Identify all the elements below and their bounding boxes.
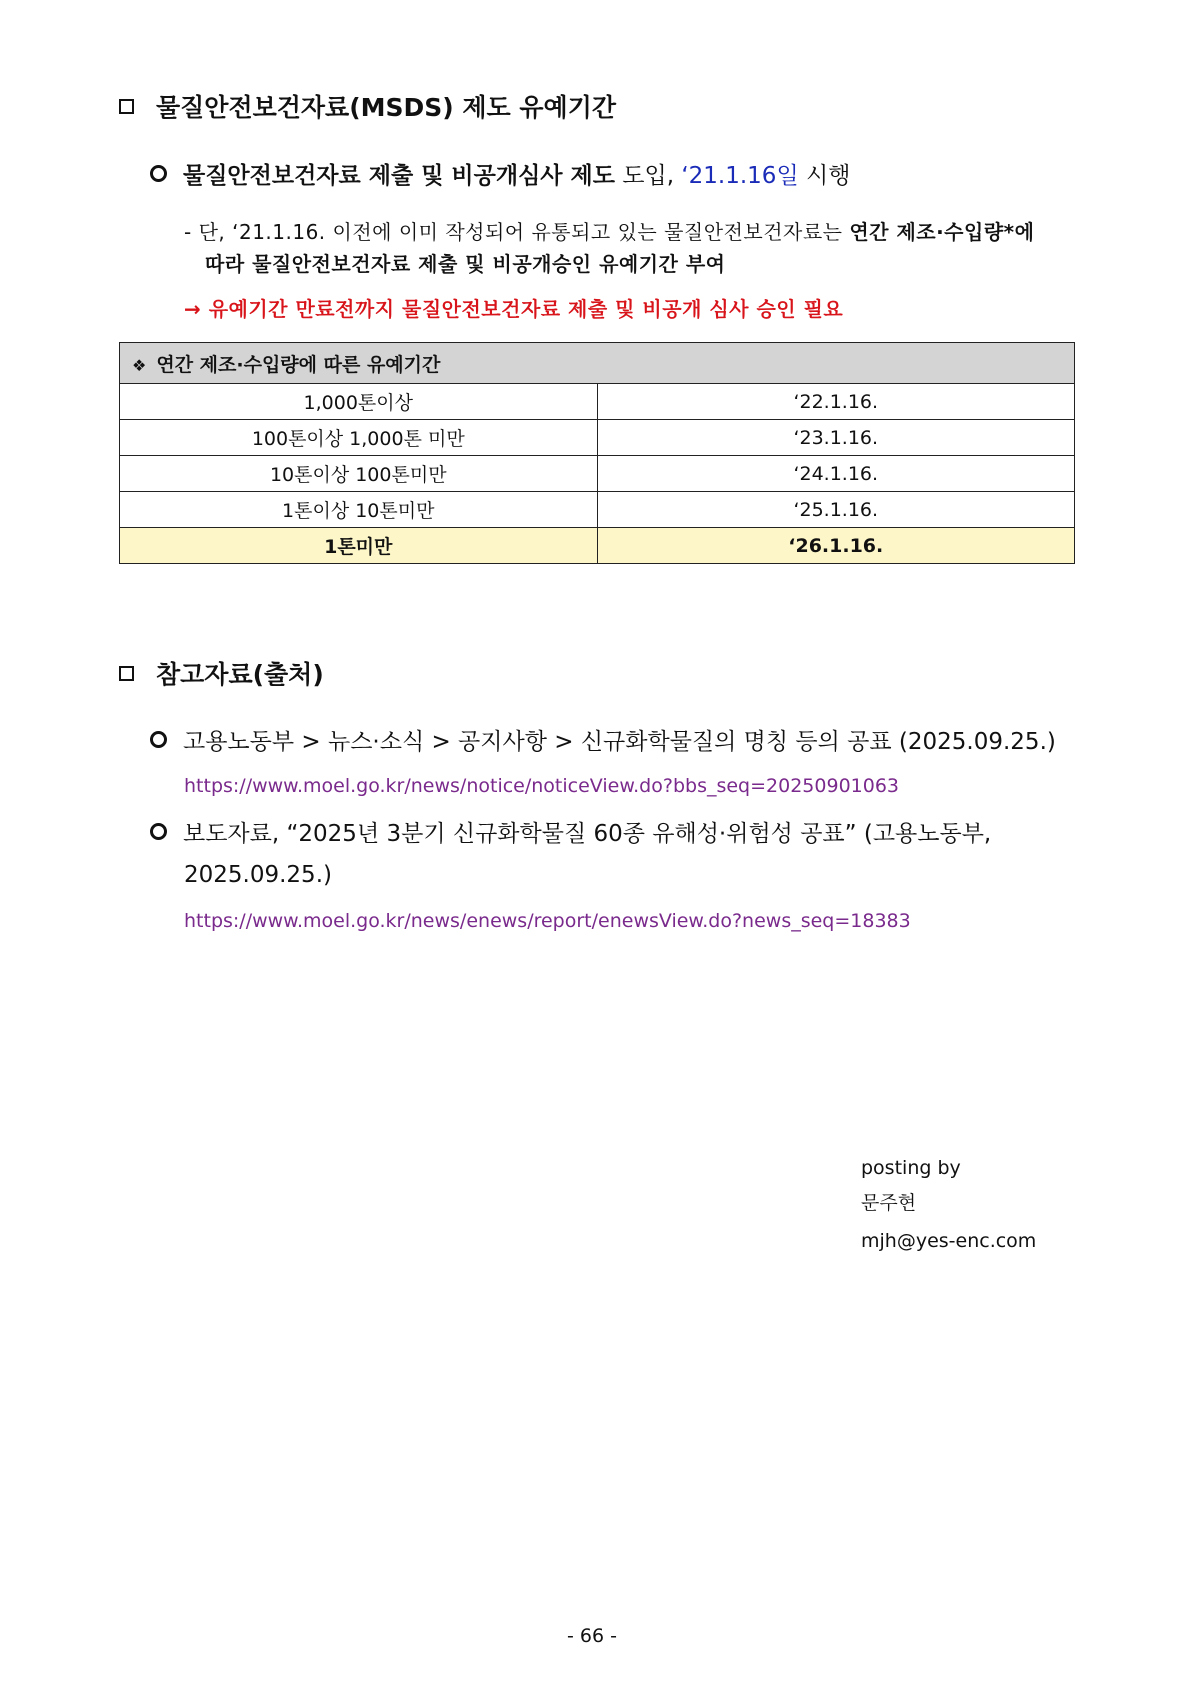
table-row <box>120 492 1075 528</box>
grace-period-table <box>119 342 1075 564</box>
square-bullet-icon <box>119 99 134 114</box>
section-title-msds <box>119 88 616 124</box>
table-row <box>120 456 1075 492</box>
section-title-text: 물질안전보건자료(MSDS) 제도 유예기간 <box>156 93 617 122</box>
diamond-bullet-icon: ❖ <box>132 355 147 375</box>
table-row <box>120 384 1075 420</box>
bullet-date-text: ‘21.1.16일 <box>681 163 799 189</box>
table-header-text: 연간 제조·수입량에 따른 유예기간 <box>156 353 441 376</box>
bullet-msds-intro <box>150 157 850 190</box>
reference-1-link[interactable]: https://www.moel.go.kr/news/notice/noticeView.do?bbs_seq=20250901063 <box>184 775 900 797</box>
poster-name: 문주현 <box>861 1192 917 1214</box>
deadline-cell: ‘23.1.16. <box>597 420 1075 456</box>
quantity-cell: 1톤이상 10톤미만 <box>120 492 598 528</box>
reference-2-link[interactable]: https://www.moel.go.kr/news/enews/report/enewsView.do?news_seq=18383 <box>184 910 911 932</box>
quantity-cell: 1,000톤이상 <box>120 384 598 420</box>
deadline-cell: ‘22.1.16. <box>597 384 1075 420</box>
deadline-cell: ‘24.1.16. <box>597 456 1075 492</box>
reference-1 <box>150 723 1056 756</box>
quantity-cell: 10톤이상 100톤미만 <box>120 456 598 492</box>
table-header-cell <box>120 343 1075 384</box>
reference-2-text-line2: 2025.09.25.) <box>184 862 332 888</box>
circle-bullet-icon <box>150 823 167 840</box>
reference-2-text-line1: 보도자료, “2025년 3분기 신규화학물질 60종 유해성·위험성 공표” (고용노동부, <box>183 821 992 847</box>
circle-bullet-icon <box>150 165 167 182</box>
circle-bullet-icon <box>150 731 167 748</box>
deadline-cell: ‘26.1.16. <box>597 528 1075 564</box>
reference-1-text: 고용노동부 > 뉴스·소식 > 공지사항 > 신규화학물질의 명칭 등의 공표 (2025.09.25.) <box>183 729 1056 755</box>
sub-line-1-bold: 연간 제조·수입량*에 <box>849 220 1035 244</box>
table-row <box>120 420 1075 456</box>
sub-line-1 <box>184 216 1034 245</box>
deadline-cell: ‘25.1.16. <box>597 492 1075 528</box>
poster-email: mjh@yes-enc.com <box>861 1230 1037 1252</box>
poster-label: posting by <box>861 1157 961 1179</box>
bullet-tail-text: 시행 <box>798 163 851 189</box>
page-number: - 66 - <box>567 1625 617 1647</box>
sub-line-1-plain: - 단, ‘21.1.16. 이전에 이미 작성되어 유통되고 있는 물질안전보건자료는 <box>184 220 850 244</box>
bullet-bold-text: 물질안전보건자료 제출 및 비공개심사 제도 <box>183 163 615 189</box>
reference-2 <box>150 815 991 848</box>
quantity-cell: 1톤미만 <box>120 528 598 564</box>
square-bullet-icon <box>119 666 134 681</box>
bullet-plain-text: 도입, <box>614 163 682 189</box>
arrow-requirement-line: → 유예기간 만료전까지 물질안전보건자료 제출 및 비공개 심사 승인 필요 <box>184 297 844 321</box>
sub-line-2: 따라 물질안전보건자료 제출 및 비공개승인 유예기간 부여 <box>205 252 726 276</box>
table-row-highlighted <box>120 528 1075 564</box>
section-title-text: 참고자료(출처) <box>156 660 324 689</box>
table-header-row <box>120 343 1075 384</box>
section-title-references <box>119 655 324 691</box>
quantity-cell: 100톤이상 1,000톤 미만 <box>120 420 598 456</box>
